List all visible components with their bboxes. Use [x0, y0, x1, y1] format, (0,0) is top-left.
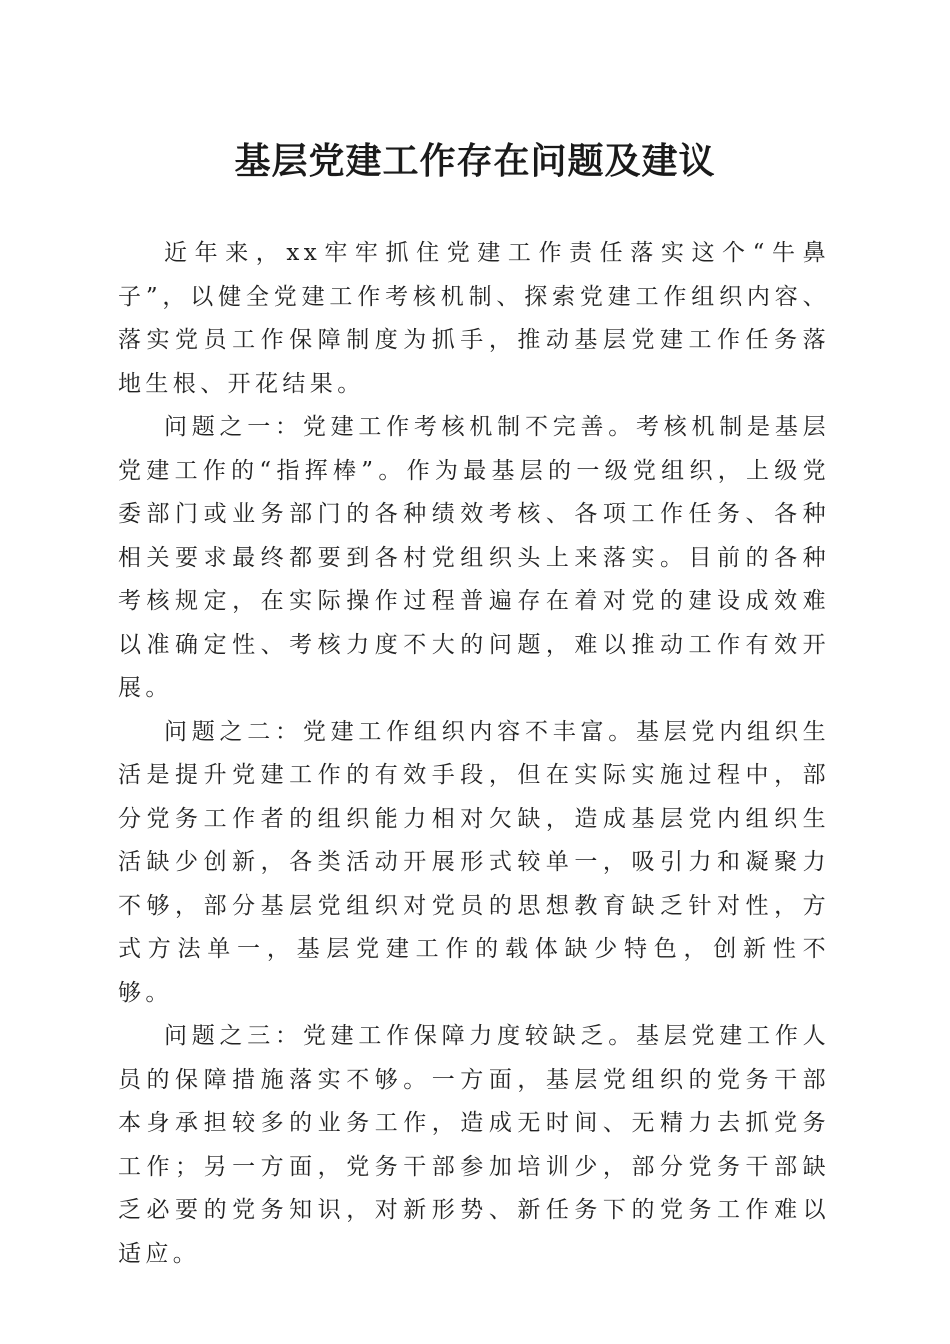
paragraph-problem-3: 问题之三：党建工作保障力度较缺乏。基层党建工作人员的保障措施落实不够。一方面，基层党组织的党务干部本身承担较多的业务工作，造成无时间、无精力去抓党务工作；另一方面，党务干部参加培训少，部分党务干部缺乏必要的党务知识，对新形势、新任务下的党务工作难以适应。 — [118, 1023, 830, 1267]
paragraph-problem-2: 问题之二：党建工作组织内容不丰富。基层党内组织生活是提升党建工作的有效手段，但在实际实施过程中，部分党务工作者的组织能力相对欠缺，造成基层党内组织生活缺少创新，各类活动开展形式较单一，吸引力和凝聚力不够，部分基层党组织对党员的思想教育缺乏针对性，方式方法单一，基层党建工作的载体缺少特色，创新性不够。 — [118, 718, 830, 1006]
paragraph-intro: 近年来，xx牢牢抓住党建工作责任落实这个“牛鼻子”，以健全党建工作考核机制、探索党建工作组织内容、落实党员工作保障制度为抓手，推动基层党建工作任务落地生根、开花结果。 — [118, 240, 830, 397]
document-body — [118, 232, 830, 1276]
document-title: 基层党建工作存在问题及建议 — [234, 140, 716, 182]
paragraph-problem-1: 问题之一：党建工作考核机制不完善。考核机制是基层党建工作的“指挥棒”。作为最基层的一级党组织，上级党委部门或业务部门的各种绩效考核、各项工作任务、各种相关要求最终都要到各村党组织头上来落实。目前的各种考核规定，在实际操作过程普遍存在着对党的建设成效难以准确定性、考核力度不大的问题，难以推动工作有效开展。 — [118, 414, 830, 701]
